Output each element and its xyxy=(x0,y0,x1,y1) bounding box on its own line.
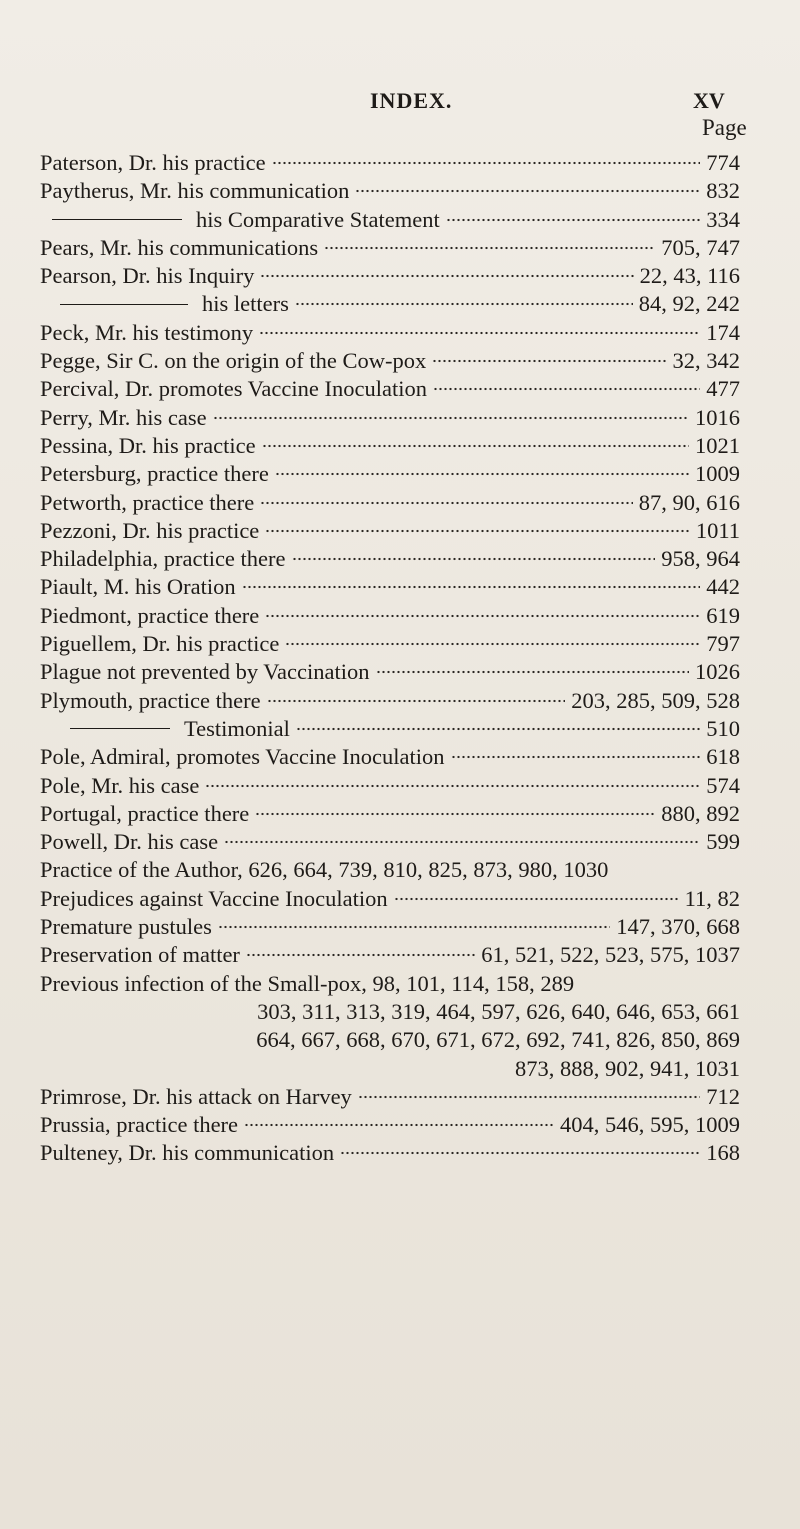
index-entry xyxy=(40,886,740,914)
entry-label: Pole, Admiral, promotes Vaccine Inoculation xyxy=(40,744,445,770)
index-entry xyxy=(40,688,740,716)
entry-label: Peck, Mr. his testimony xyxy=(40,319,254,345)
entry-label: Percival, Dr. promotes Vaccine Inoculation xyxy=(40,376,427,402)
entry-pages: 1021 xyxy=(695,432,740,458)
index-entry xyxy=(40,971,740,999)
entry-label: Plague not prevented by Vaccination xyxy=(40,659,370,685)
index-entry xyxy=(40,1112,740,1140)
entry-pages: 574 xyxy=(706,772,740,798)
entry-label: Preservation of matter xyxy=(40,942,240,968)
index-continuation-line xyxy=(40,1027,740,1055)
entry-label: Philadelphia, practice there xyxy=(40,546,286,572)
entry-pages: 32, 342 xyxy=(672,348,740,374)
entry-pages: 712 xyxy=(706,1083,740,1109)
leader-dots xyxy=(433,387,700,391)
index-entry xyxy=(40,348,740,376)
entry-pages: 174 xyxy=(706,319,740,345)
entry-pages: 880, 892 xyxy=(661,800,740,826)
leader-dots xyxy=(358,1095,700,1099)
leader-dots xyxy=(213,416,689,420)
entry-label: Pulteney, Dr. his communication xyxy=(40,1140,335,1166)
leader-dots xyxy=(260,501,632,505)
index-entry xyxy=(40,1084,740,1112)
entry-label: Piedmont, practice there xyxy=(40,602,260,628)
entry-pages: 873, 888, 902, 941, 1031 xyxy=(515,1055,740,1081)
entry-label: Pole, Mr. his case xyxy=(40,772,200,798)
entry-label: Petersburg, practice there xyxy=(40,461,269,487)
index-entry xyxy=(40,461,740,489)
leader-dots xyxy=(260,274,633,278)
index-entry xyxy=(40,433,740,461)
entry-label: Pezzoni, Dr. his practice xyxy=(40,517,260,543)
leader-dots xyxy=(295,302,633,306)
entry-label: Previous infection of the Small-pox, 98, 101, 114, 158, 289 xyxy=(40,970,575,996)
entry-label: Petworth, practice there xyxy=(40,489,255,515)
index-entry xyxy=(40,235,740,263)
leader-dots xyxy=(296,727,700,731)
leader-dots xyxy=(255,812,655,816)
index-entry xyxy=(40,773,740,801)
ditto-dash xyxy=(60,304,188,305)
entry-label: Prejudices against Vaccine Inoculation xyxy=(40,885,388,911)
index-entry xyxy=(40,150,740,178)
entry-pages: 832 xyxy=(706,178,740,204)
entry-label: his letters xyxy=(202,291,289,317)
leader-dots xyxy=(446,218,701,222)
entry-label: Prussia, practice there xyxy=(40,1112,239,1138)
entry-pages: 87, 90, 616 xyxy=(638,489,740,515)
leader-dots xyxy=(451,755,701,759)
index-entry xyxy=(40,263,740,291)
entry-pages: 664, 667, 668, 670, 671, 672, 692, 741, 826, 850, 869 xyxy=(256,1027,740,1053)
entry-pages: 147, 370, 668 xyxy=(616,914,740,940)
entry-label: Practice of the Author, 626, 664, 739, 810, 825, 873, 980, 1030 xyxy=(40,857,609,883)
index-entry xyxy=(40,801,740,829)
index-entry xyxy=(40,659,740,687)
index-entries xyxy=(40,150,740,1169)
entry-label: Piguellem, Dr. his practice xyxy=(40,631,280,657)
entry-pages: 705, 747 xyxy=(661,234,740,260)
leader-dots xyxy=(224,840,700,844)
entry-pages: 510 xyxy=(706,715,740,741)
entry-pages: 774 xyxy=(706,150,740,175)
leader-dots xyxy=(432,359,666,363)
entry-label: Testimonial xyxy=(184,715,290,741)
entry-pages: 477 xyxy=(706,376,740,402)
entry-pages: 168 xyxy=(706,1140,740,1166)
leader-dots xyxy=(246,953,475,957)
leader-dots xyxy=(242,585,701,589)
index-continuation-line xyxy=(40,1056,740,1084)
leader-dots xyxy=(324,246,655,250)
index-subentry xyxy=(40,291,740,319)
leader-dots xyxy=(272,161,701,165)
leader-dots xyxy=(259,331,700,335)
entry-pages: 1011 xyxy=(695,517,740,543)
entry-label: Piault, M. his Oration xyxy=(40,574,236,600)
entry-pages: 618 xyxy=(706,744,740,770)
entry-pages: 303, 311, 313, 319, 464, 597, 626, 640, 646, 653, 661 xyxy=(257,998,740,1024)
index-entry xyxy=(40,178,740,206)
leader-dots xyxy=(267,699,566,703)
index-entry xyxy=(40,320,740,348)
entry-pages: 1026 xyxy=(695,659,740,685)
entry-pages: 11, 82 xyxy=(684,885,740,911)
index-continuation-line xyxy=(40,999,740,1027)
leader-dots xyxy=(355,189,700,193)
index-entry xyxy=(40,490,740,518)
index-entry xyxy=(40,631,740,659)
entry-pages: 599 xyxy=(706,829,740,855)
index-entry xyxy=(40,914,740,942)
leader-dots xyxy=(340,1151,700,1155)
entry-label: Pegge, Sir C. on the origin of the Cow-pox xyxy=(40,348,427,374)
entry-label: Paytherus, Mr. his communication xyxy=(40,178,350,204)
ditto-dash xyxy=(70,728,170,729)
leader-dots xyxy=(262,444,689,448)
entry-label: his Comparative Statement xyxy=(196,206,440,232)
entry-label: Pears, Mr. his communications xyxy=(40,234,319,260)
index-entry xyxy=(40,405,740,433)
entry-label: Powell, Dr. his case xyxy=(40,829,219,855)
ditto-dash xyxy=(52,219,182,220)
entry-pages: 442 xyxy=(706,574,740,600)
entry-pages: 334 xyxy=(706,206,740,232)
entry-label: Portugal, practice there xyxy=(40,800,250,826)
leader-dots xyxy=(265,614,700,618)
entry-label: Pearson, Dr. his Inquiry xyxy=(40,263,255,289)
index-entry xyxy=(40,829,740,857)
index-subentry xyxy=(40,207,740,235)
leader-dots xyxy=(244,1123,554,1127)
entry-label: Primrose, Dr. his attack on Harvey xyxy=(40,1083,352,1109)
index-entry xyxy=(40,574,740,602)
entry-label: Premature pustules xyxy=(40,914,212,940)
index-subentry xyxy=(40,716,740,744)
entry-pages: 84, 92, 242 xyxy=(638,291,740,317)
index-entry xyxy=(40,518,740,546)
entry-pages: 404, 546, 595, 1009 xyxy=(560,1112,740,1138)
index-entry xyxy=(40,546,740,574)
index-entry xyxy=(40,1140,740,1168)
leader-dots xyxy=(292,557,656,561)
leader-dots xyxy=(376,670,690,674)
leader-dots xyxy=(394,897,679,901)
entry-label: Pessina, Dr. his practice xyxy=(40,432,256,458)
entry-pages: 1009 xyxy=(695,461,740,487)
leader-dots xyxy=(285,642,700,646)
leader-dots xyxy=(205,784,700,788)
leader-dots xyxy=(275,472,689,476)
page-column-label: Page xyxy=(702,115,747,140)
index-entry xyxy=(40,603,740,631)
entry-pages: 619 xyxy=(706,602,740,628)
entry-label: Paterson, Dr. his practice xyxy=(40,150,266,175)
page-header-title: INDEX. xyxy=(370,88,453,113)
index-entry xyxy=(40,942,740,970)
entry-pages: 22, 43, 116 xyxy=(639,263,740,289)
entry-pages: 958, 964 xyxy=(661,546,740,572)
entry-pages: 797 xyxy=(706,631,740,657)
entry-pages: 1016 xyxy=(695,404,740,430)
leader-dots xyxy=(265,529,690,533)
index-entry xyxy=(40,857,740,885)
entry-label: Perry, Mr. his case xyxy=(40,404,207,430)
entry-label: Plymouth, practice there xyxy=(40,687,261,713)
entry-pages: 203, 285, 509, 528 xyxy=(571,687,740,713)
index-entry xyxy=(40,744,740,772)
entry-pages: 61, 521, 522, 523, 575, 1037 xyxy=(481,942,740,968)
page-header-number: XV xyxy=(693,88,725,113)
index-entry xyxy=(40,376,740,404)
leader-dots xyxy=(218,925,610,929)
